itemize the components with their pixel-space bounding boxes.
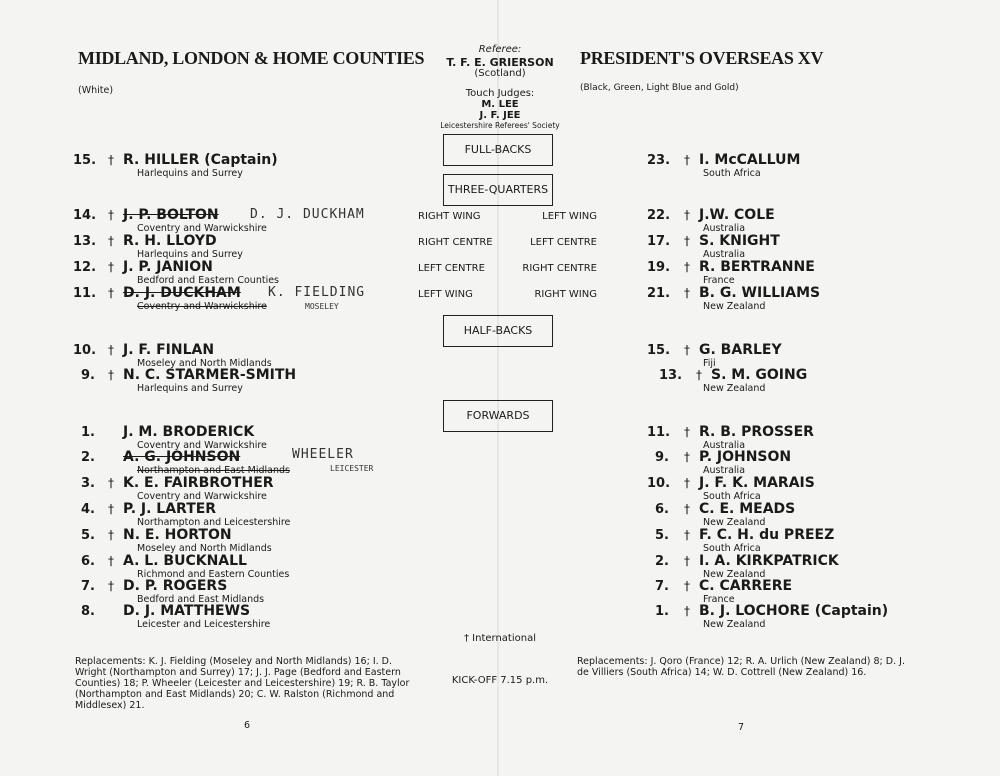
left-replacements: Replacements: K. J. Fielding (Moseley and North Midlands) 16; I. D. Wright (Northampton and Surrey) 17; J. J. Page (Bedford and Eastern Counties) 18; P. Wheeler (Leicester and Leicestershire) 19; R. B. Taylor (Northampton and East Midlands) 20; C. W. Ralston (Richmond and Middlesex) 21. xyxy=(75,656,410,711)
international-dagger-icon: † xyxy=(696,368,702,382)
player-number: 7. xyxy=(81,579,95,594)
right-replacements: Replacements: J. Qoro (France) 12; R. A. Urlich (New Zealand) 8; D. J. de Villiers (South Africa) 14; W. D. Cottrell (New Zealand) 16. xyxy=(577,656,905,678)
player-club: New Zealand xyxy=(703,517,766,528)
player-number: 6. xyxy=(655,502,669,517)
international-dagger-icon: † xyxy=(108,502,114,516)
referees-society: Leicestershire Referees' Society xyxy=(440,121,560,130)
player-name: I. A. KIRKPATRICK xyxy=(699,553,839,569)
referee-label: Referee: xyxy=(478,44,522,55)
player-name: B. G. WILLIAMS xyxy=(699,285,821,301)
international-dagger-icon: † xyxy=(684,450,690,464)
player-number: 21. xyxy=(647,286,671,301)
player-number: 2. xyxy=(81,450,95,465)
position-right: LEFT WING xyxy=(542,211,597,222)
player-club: Australia xyxy=(703,440,746,451)
player-club: New Zealand xyxy=(703,301,766,312)
international-dagger-icon: † xyxy=(684,554,690,568)
player-name: D. J. MATTHEWS xyxy=(123,603,251,619)
left-team-title: MIDLAND, LONDON & HOME COUNTIES xyxy=(78,48,425,68)
player-number: 19. xyxy=(647,260,671,275)
player-number: 12. xyxy=(73,260,97,275)
section-half-backs: HALF-BACKS xyxy=(443,315,553,347)
page-number-right: 7 xyxy=(738,722,745,733)
player-club: South Africa xyxy=(703,168,761,179)
player-number: 1. xyxy=(81,425,95,440)
player-club: South Africa xyxy=(703,491,761,502)
player-number: 5. xyxy=(655,528,669,543)
section-forwards: FORWARDS xyxy=(443,400,553,432)
international-dagger-icon: † xyxy=(684,604,690,618)
international-dagger-icon: † xyxy=(684,579,690,593)
player-name: J. F. FINLAN xyxy=(123,342,215,358)
international-dagger-icon: † xyxy=(108,476,114,490)
player-name: S. KNIGHT xyxy=(699,233,780,249)
player-club: Leicester and Leicestershire xyxy=(137,619,271,630)
player-number: 7. xyxy=(655,579,669,594)
handwritten-replacement-name: WHEELER xyxy=(292,447,354,462)
player-name: P. J. LARTER xyxy=(123,501,217,517)
player-number: 17. xyxy=(647,234,671,249)
handwritten-replacement-club: MOSELEY xyxy=(305,302,339,311)
player-club: Bedford and East Midlands xyxy=(137,594,265,605)
player-club: Coventry and Warwickshire xyxy=(137,491,267,502)
player-club: Coventry and Warwickshire xyxy=(137,301,267,312)
international-dagger-icon: † xyxy=(684,208,690,222)
section-three-quarters: THREE-QUARTERS xyxy=(443,174,553,206)
player-club: Coventry and Warwickshire xyxy=(137,440,267,451)
player-club: France xyxy=(703,594,735,605)
player-number: 13. xyxy=(659,368,683,383)
player-club: Bedford and Eastern Counties xyxy=(137,275,279,286)
player-club: Coventry and Warwickshire xyxy=(137,223,267,234)
player-number: 22. xyxy=(647,208,671,223)
international-dagger-icon: † xyxy=(684,476,690,490)
player-club: Australia xyxy=(703,465,746,476)
player-number: 5. xyxy=(81,528,95,543)
position-left: LEFT WING xyxy=(418,289,473,300)
player-name: C. CARRERE xyxy=(699,578,793,594)
touch-judge-1: M. LEE xyxy=(481,99,519,110)
kick-off-time: KICK-OFF 7.15 p.m. xyxy=(451,675,549,686)
touch-judge-2: J. F. JEE xyxy=(479,110,521,121)
player-club: Northampton and East Midlands xyxy=(137,465,290,476)
player-number: 15. xyxy=(73,153,97,168)
player-club: Richmond and Eastern Counties xyxy=(137,569,290,580)
international-key: † International xyxy=(463,633,536,644)
player-club: Northampton and Leicestershire xyxy=(137,517,291,528)
player-name: D. P. ROGERS xyxy=(123,578,228,594)
player-number: 1. xyxy=(655,604,669,619)
player-name: I. McCALLUM xyxy=(699,152,801,168)
international-dagger-icon: † xyxy=(108,286,114,300)
player-name: P. JOHNSON xyxy=(699,449,792,465)
international-dagger-icon: † xyxy=(684,234,690,248)
international-dagger-icon: † xyxy=(684,343,690,357)
international-dagger-icon: † xyxy=(684,153,690,167)
player-club: New Zealand xyxy=(703,383,766,394)
international-dagger-icon: † xyxy=(108,528,114,542)
player-name: C. E. MEADS xyxy=(699,501,796,517)
player-name: G. BARLEY xyxy=(699,342,782,358)
page-number-left: 6 xyxy=(244,720,251,731)
section-full-backs: FULL-BACKS xyxy=(443,134,553,166)
player-name: B. J. LOCHORE (Captain) xyxy=(699,603,889,619)
position-left: RIGHT CENTRE xyxy=(418,237,493,248)
referee-country: (Scotland) xyxy=(474,68,526,79)
player-club: Fiji xyxy=(703,358,716,369)
international-dagger-icon: † xyxy=(684,260,690,274)
right-team-colours: (Black, Green, Light Blue and Gold) xyxy=(580,83,739,93)
player-number: 13. xyxy=(73,234,97,249)
player-name: R. HILLER (Captain) xyxy=(123,152,278,168)
player-name: R. B. PROSSER xyxy=(699,424,814,440)
player-name: D. J. DUCKHAM xyxy=(123,285,241,301)
player-club: New Zealand xyxy=(703,619,766,630)
player-number: 14. xyxy=(73,208,97,223)
position-left: LEFT CENTRE xyxy=(418,263,485,274)
international-dagger-icon: † xyxy=(684,286,690,300)
player-name: J. P. JANION xyxy=(123,259,213,275)
player-number: 2. xyxy=(655,554,669,569)
player-club: Australia xyxy=(703,223,746,234)
player-name: A. L. BUCKNALL xyxy=(123,553,247,569)
handwritten-replacement-name: D. J. DUCKHAM xyxy=(250,207,365,222)
player-number: 11. xyxy=(73,286,97,301)
international-dagger-icon: † xyxy=(108,208,114,222)
position-left: RIGHT WING xyxy=(418,211,481,222)
player-club: Australia xyxy=(703,249,746,260)
player-number: 11. xyxy=(647,425,671,440)
position-right: LEFT CENTRE xyxy=(530,237,597,248)
international-dagger-icon: † xyxy=(684,502,690,516)
player-name: K. E. FAIRBROTHER xyxy=(123,475,274,491)
handwritten-replacement-club: LEICESTER xyxy=(330,464,374,473)
player-club: New Zealand xyxy=(703,569,766,580)
right-team-title: PRESIDENT'S OVERSEAS XV xyxy=(580,48,824,68)
player-name: A. G. JOHNSON xyxy=(123,449,241,465)
player-number: 3. xyxy=(81,476,95,491)
touch-judges-label: Touch Judges: xyxy=(465,88,535,99)
player-name: J. M. BRODERICK xyxy=(123,424,255,440)
player-name: R. BERTRANNE xyxy=(699,259,815,275)
player-name: S. M. GOING xyxy=(711,367,808,383)
player-club: Harlequins and Surrey xyxy=(137,383,243,394)
left-team-colours: (White) xyxy=(78,85,114,96)
international-dagger-icon: † xyxy=(108,343,114,357)
player-club: Moseley and North Midlands xyxy=(137,358,272,369)
player-name: N. C. STARMER-SMITH xyxy=(123,367,297,383)
player-club: Moseley and North Midlands xyxy=(137,543,272,554)
international-dagger-icon: † xyxy=(108,554,114,568)
international-dagger-icon: † xyxy=(684,425,690,439)
international-dagger-icon: † xyxy=(684,528,690,542)
player-number: 6. xyxy=(81,554,95,569)
international-dagger-icon: † xyxy=(108,260,114,274)
player-name: J. P. BOLTON xyxy=(123,207,219,223)
referee-name: T. F. E. GRIERSON xyxy=(446,56,554,69)
player-club: Harlequins and Surrey xyxy=(137,249,243,260)
position-right: RIGHT CENTRE xyxy=(522,263,597,274)
player-number: 10. xyxy=(73,343,97,358)
player-name: R. H. LLOYD xyxy=(123,233,217,249)
international-dagger-icon: † xyxy=(108,368,114,382)
player-name: F. C. H. du PREEZ xyxy=(699,527,835,543)
player-name: J. F. K. MARAIS xyxy=(699,475,815,491)
player-club: South Africa xyxy=(703,543,761,554)
player-number: 9. xyxy=(81,368,95,383)
handwritten-replacement-name: K. FIELDING xyxy=(268,285,366,300)
position-right: RIGHT WING xyxy=(534,289,597,300)
player-name: N. E. HORTON xyxy=(123,527,232,543)
player-number: 10. xyxy=(647,476,671,491)
player-number: 4. xyxy=(81,502,95,517)
player-name: J.W. COLE xyxy=(699,207,775,223)
player-club: France xyxy=(703,275,735,286)
international-dagger-icon: † xyxy=(108,579,114,593)
international-dagger-icon: † xyxy=(108,153,114,167)
player-club: Harlequins and Surrey xyxy=(137,168,243,179)
player-number: 8. xyxy=(81,604,95,619)
player-number: 9. xyxy=(655,450,669,465)
international-dagger-icon: † xyxy=(108,234,114,248)
player-number: 15. xyxy=(647,343,671,358)
player-number: 23. xyxy=(647,153,671,168)
